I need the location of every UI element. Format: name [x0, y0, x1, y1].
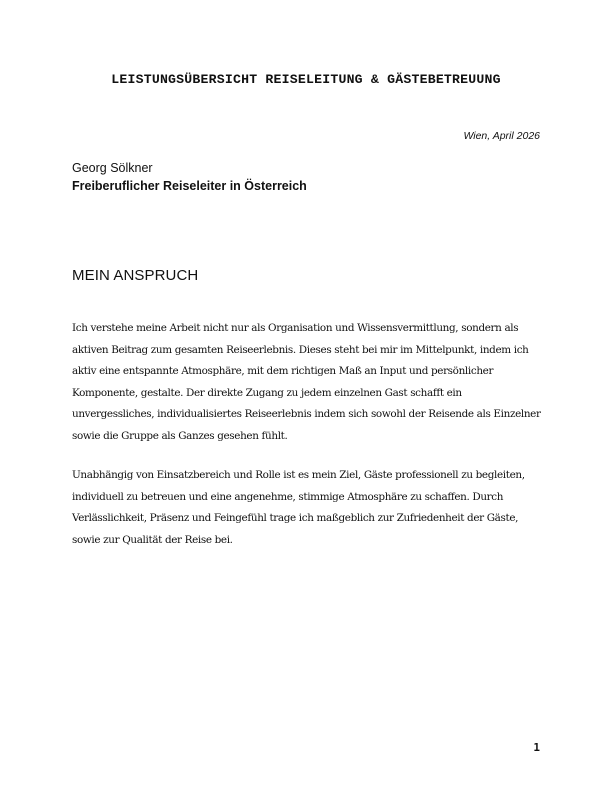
page-number: 1 — [533, 741, 540, 754]
author-role: Freiberuflicher Reiseleiter in Österreich — [72, 179, 307, 193]
section-heading: MEIN ANSPRUCH — [72, 267, 199, 284]
date-line: Wien, April 2026 — [463, 130, 540, 142]
document-title: LEISTUNGSÜBERSICHT REISELEITUNG & GÄSTEBETREUUNG — [111, 72, 501, 87]
paragraph: Unabhängig von Einsatzbereich und Rolle ist es mein Ziel, Gäste professionell zu begleiten, individuell zu betreuen und eine angenehme, stimmige Atmosphäre zu schaffen. Durch Verlässlichkeit, Präsenz und Feingefühl trage ich maßgeblich zur Zufriedenheit der Gäste, sowie zur Qualität der Reise bei. — [72, 469, 525, 546]
author-name: Georg Sölkner — [72, 161, 153, 175]
paragraph: Ich verstehe meine Arbeit nicht nur als Organisation und Wissensvermittlung, sondern als aktiven Beitrag zum gesamten Reiseerlebnis. Dieses steht bei mir im Mittelpunkt, indem ich aktiv eine entspannte Atmosphäre, mit dem richtigen Maß an Input und persönlicher Komponente, gestalte. Der direkte Zugang zu jedem einzelnen Gast schafft ein unvergessliches, individualisiertes Reiseerlebnis indem sich sowohl der Reisende als Einzelner sowie die Gruppe als Ganzes gesehen fühlt. — [72, 322, 541, 442]
